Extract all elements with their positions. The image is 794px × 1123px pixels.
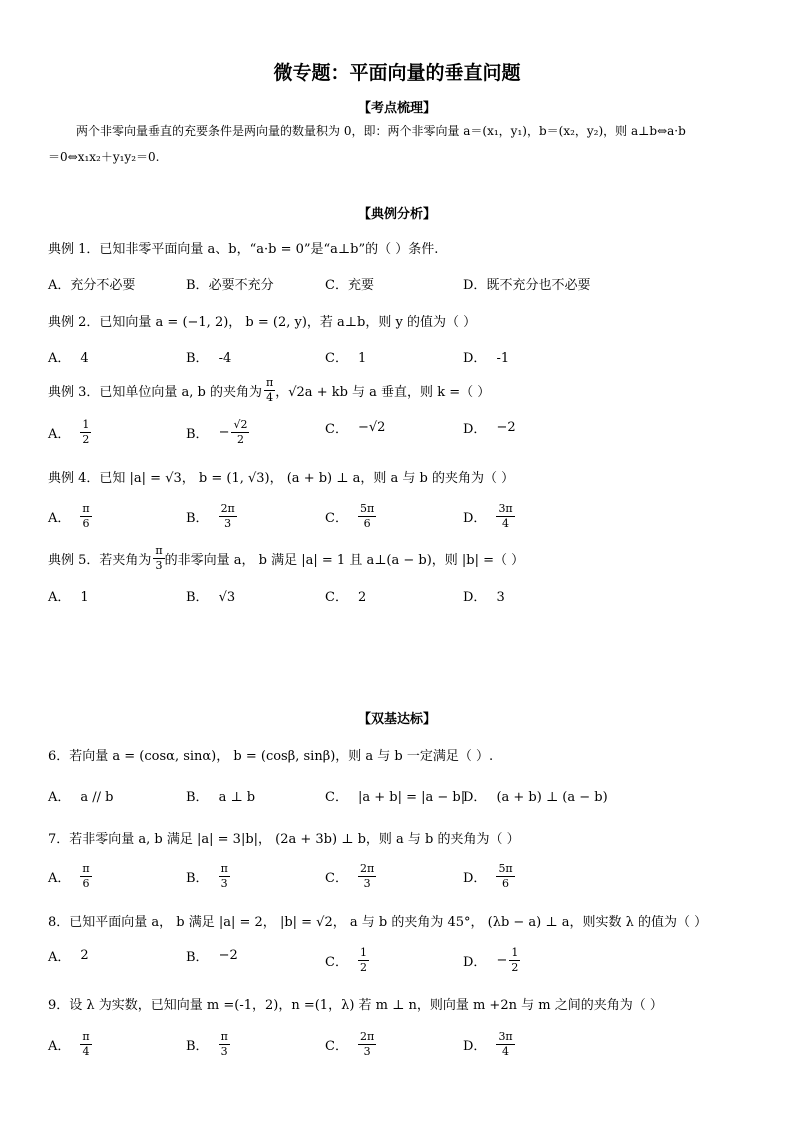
option-c: C． 1: [325, 351, 367, 366]
option-a: A． 2: [48, 948, 89, 965]
question-3-options: [48, 418, 748, 448]
option-a: A． 1: [48, 590, 89, 605]
question-7-stem: 7．若非零向量 a, b 满足 |a| = 3|b|， (2a + 3b) ⊥ b，则 a 与 b 的夹角为（ ）: [48, 832, 520, 847]
kaodian-line-1: 两个非零向量垂直的充要条件是两向量的数量积为 0，即：两个非零向量 a＝(x₁，y₁)，b＝(x₂，y₂)，则 a⊥b⇔a·b: [76, 124, 686, 138]
fraction: $\frac{\pi}{3}$: [155, 544, 163, 572]
option-a: A． $\frac{\pi}{6}$: [48, 502, 90, 530]
option-c: C． $\frac{1}{2}$: [325, 946, 367, 974]
option-b: B． $\frac{\pi}{3}$: [186, 1030, 228, 1058]
question-8-options: [48, 946, 748, 976]
question-8-stem: 8．已知平面向量 a， b 满足 |a| = 2， |b| = √2， a 与 b 的夹角为 45°， (λb − a) ⊥ a，则实数 λ 的值为（ ）: [48, 915, 708, 930]
question-9-options: [48, 1030, 748, 1060]
option-b: B． − $\frac{√2}{2}$: [186, 418, 248, 446]
option-d: D． -1: [463, 351, 510, 366]
fraction: $\frac{\pi}{4}$: [266, 376, 274, 404]
kaodian-text: [48, 118, 750, 170]
option-d: D． $\frac{3\pi}{4}$: [463, 502, 513, 530]
option-b: B． √3: [186, 590, 236, 605]
dianli-heading: 【典例分析】: [357, 207, 436, 222]
option-b: B． -4: [186, 351, 232, 366]
option-c: C． $\frac{2\pi}{3}$: [325, 1030, 375, 1058]
option-d: D． − $\frac{1}{2}$: [463, 946, 519, 974]
option-d: D． $\frac{5\pi}{6}$: [463, 862, 513, 890]
question-5-stem: 典例 5．若夹角为 $\frac{\pi}{3}$ 的非零向量 a， b 满足 |a| = 1 且 a⊥(a − b)，则 |b| =（ ）: [48, 544, 525, 572]
question-5-options: [48, 586, 748, 616]
question-2-options: [48, 347, 748, 377]
question-1-options: [48, 274, 748, 304]
question-4-stem: 典例 4．已知 |a| = √3， b = (1, √3)， (a + b) ⊥ a，则 a 与 b 的夹角为（ ）: [48, 471, 515, 486]
shuangji-heading: 【双基达标】: [357, 712, 436, 727]
option-c: C． −√2: [325, 420, 386, 437]
option-c: C． $\frac{5\pi}{6}$: [325, 502, 375, 530]
kaodian-line-2: ＝0⇔x₁x₂＋y₁y₂＝0.: [48, 150, 160, 164]
option-c: C． 2: [325, 590, 367, 605]
option-a: A． 4: [48, 351, 89, 366]
kaodian-heading: 【考点梳理】: [357, 101, 436, 116]
option-b: B．必要不充分: [186, 278, 274, 293]
option-b: B． $\frac{\pi}{3}$: [186, 862, 228, 890]
option-d: D． (a + b) ⊥ (a − b): [463, 790, 608, 805]
question-2-stem: 典例 2．已知向量 a = (−1, 2)， b = (2, y)，若 a⊥b，则 y 的值为（ ）: [48, 315, 477, 330]
option-b: B． a ⊥ b: [186, 790, 256, 805]
question-6-options: [48, 786, 748, 816]
option-a: A． $\frac{\pi}{6}$: [48, 862, 90, 890]
option-d: D．既不充分也不必要: [463, 278, 591, 293]
option-a: A．充分不必要: [48, 278, 136, 293]
question-4-options: [48, 502, 748, 532]
option-c: C． $\frac{2\pi}{3}$: [325, 862, 375, 890]
question-3-stem: 典例 3．已知单位向量 a, b 的夹角为 $\frac{\pi}{4}$ ，√2a + kb 与 a 垂直，则 k =（ ）: [48, 376, 491, 404]
question-1-stem: 典例 1．已知非零平面向量 a、b，“a·b = 0”是“a⊥b”的（ ）条件.: [48, 242, 439, 257]
option-c: C．充要: [325, 278, 374, 293]
question-9-stem: 9．设 λ 为实数，已知向量 m =(-1，2)，n =(1，λ) 若 m ⊥ n，则向量 m +2n 与 m 之间的夹角为（ ）: [48, 998, 663, 1013]
option-c: C． |a + b| = |a − b|: [325, 790, 466, 805]
question-7-options: [48, 862, 748, 892]
option-d: D． −2: [463, 420, 516, 437]
option-d: D． $\frac{3\pi}{4}$: [463, 1030, 513, 1058]
option-d: D． 3: [463, 590, 505, 605]
option-a: A． $\frac{\pi}{4}$: [48, 1030, 90, 1058]
option-a: A． $\frac{1}{2}$: [48, 418, 90, 446]
page-title: 微专题：平面向量的垂直问题: [273, 62, 521, 84]
question-6-stem: 6．若向量 a = (cosα, sinα)， b = (cosβ, sinβ)，则 a 与 b 一定满足（ ）.: [48, 749, 494, 764]
option-b: B． −2: [186, 948, 238, 965]
option-a: A． a // b: [48, 790, 114, 805]
option-b: B． $\frac{2\pi}{3}$: [186, 502, 235, 530]
